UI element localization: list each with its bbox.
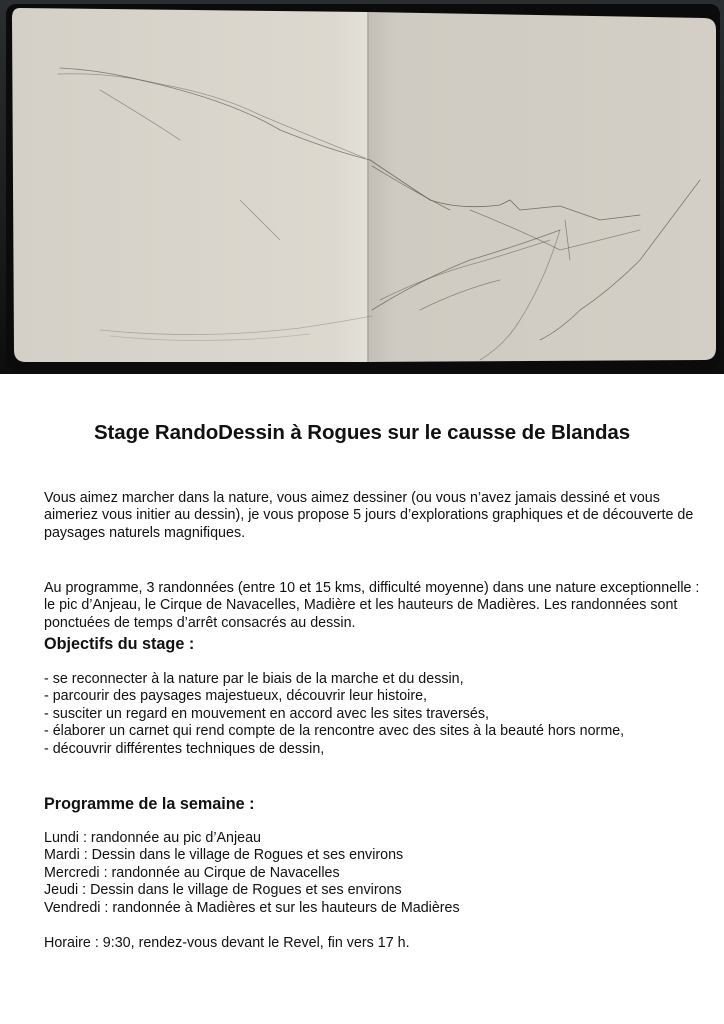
schedule-text: Horaire : 9:30, rendez-vous devant le Revel, fin vers 17 h. <box>44 935 410 951</box>
sketchbook-illustration <box>0 0 724 374</box>
programme-list <box>44 830 704 917</box>
intro-section <box>44 490 704 542</box>
intro-paragraph: Au programme, 3 randonnées (entre 10 et 15 kms, difficulté moyenne) dans une nature exceptionnelle : le pic d’Anjeau, le Cirque de Navacelles, Madière et les hauteurs de Madières. Les randonnées sont ponctuées de temps d’arrêt consacrés au dessin. <box>44 580 700 631</box>
objective-item: - parcourir des paysages majestueux, découvrir leur histoire, <box>44 688 428 705</box>
objective-item: - se reconnecter à la nature par le biais de la marche et du dessin, <box>44 671 464 687</box>
objective-item: - susciter un regard en mouvement en accord avec les sites traversés, <box>44 705 489 722</box>
left-page <box>12 8 368 362</box>
schedule-section <box>44 935 704 952</box>
intro-paragraph: Vous aimez marcher dans la nature, vous aimez dessiner (ou vous n’avez jamais dessiné et vous aimeriez vous initier au dessin), je vous propose 5 jours d’explorations graphiques et de découverte de paysages naturels magnifiques. <box>44 490 694 541</box>
programme-day: Vendredi : randonnée à Madières et sur les hauteurs de Madières <box>44 899 460 916</box>
programme-day: Jeudi : Dessin dans le village de Rogues et ses environs <box>44 882 402 899</box>
objective-item: - découvrir différentes techniques de dessin, <box>44 740 325 757</box>
sketchbook-photo <box>0 0 724 374</box>
programme-day: Mercredi : randonnée au Cirque de Navacelles <box>44 864 340 881</box>
page-title: Stage RandoDessin à Rogues sur le causse de Blandas <box>93 421 631 444</box>
objectives-list <box>44 671 704 758</box>
programme-day: Mardi : Dessin dans le village de Rogues et ses environs <box>44 847 404 864</box>
objective-item: - élaborer un carnet qui rend compte de la rencontre avec des sites à la beauté hors norme, <box>44 723 625 740</box>
objectives-heading: Objectifs du stage : <box>44 635 195 653</box>
programme-day: Lundi : randonnée au pic d’Anjeau <box>44 830 262 846</box>
intro-section-2 <box>44 580 704 632</box>
programme-heading: Programme de la semaine : <box>44 795 255 813</box>
